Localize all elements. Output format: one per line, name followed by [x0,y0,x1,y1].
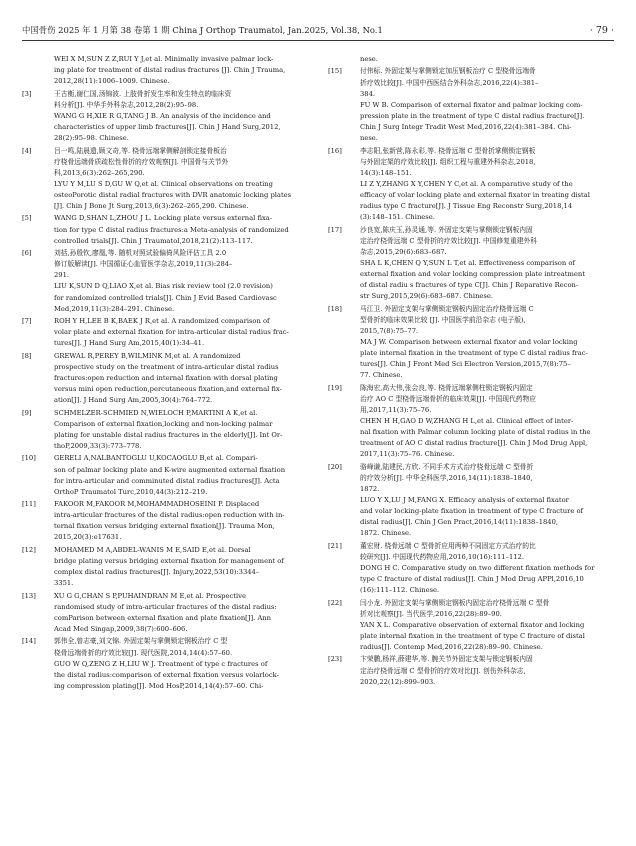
reference-line: GERELI A,NALBANTOGLU U,KOCAOGLU B,et al. Compari- [54,454,258,463]
reference-line: nese. [360,55,378,63]
reference-line: plating for unstable distal radius fractures in the elderly[J]. Int Or- [54,430,283,439]
reference-line: SCHMELZER-SCHMIED N,WIELOCH P,MARTINI A K,et al. [54,408,258,417]
reference-line: 2020,22(12):899–903. [360,677,436,686]
reference-entry [22,351,312,406]
reference-entry [22,213,312,246]
reference-line: ROH Y H,LEE B K,BAEK J R,et al. A randomized comparison of [54,317,270,326]
reference-line: type C fracture of distal radius[J]. Chin J Mod Drug APPl,2016,10 [360,575,584,584]
reference-line: ation[J]. J Hand Surg Am,2005,30(4):764–772. [54,396,213,405]
reference-text [54,89,312,144]
reference-line: 治疗 AO C 型桡骨远端骨折的临床效果[J]. 中国现代药物应 [360,394,537,403]
reference-line: prospective study on the treatment of intra-articular distal radius [54,362,279,371]
reference-line: 杂志,2015,29(6):683–687. [360,247,447,256]
reference-number: [18] [328,304,342,313]
reference-entry [328,598,618,653]
reference-line: tures[J]. J Hand Surg Am,2015,40(1):34–41. [54,339,205,348]
reference-line: SHA L K,CHEN Q Y,SUN L T,et al. Effectiveness comparison of [360,258,575,267]
reference-text [54,316,312,349]
reference-line: (16):111–112. Chinese. [360,586,440,595]
reference-line: 疗桡骨远端骨质疏松性骨折的疗效观察[J]. 中国骨与关节外 [54,157,229,166]
reference-number: [17] [328,225,342,234]
reference-line: DONG H C. Comparative study on two different fixation methods for [360,563,595,572]
reference-line: 骆峰谦,陆建民,方欣. 不同手术方式治疗桡骨远端 C 型骨折 [360,462,534,471]
reference-number: [14] [22,637,36,646]
reference-text [360,146,618,224]
reference-column-right [328,54,618,689]
reference-text [360,598,618,653]
reference-line: external fixation and volar locking compression plate intreatment [360,269,585,278]
reference-text [54,248,312,315]
reference-line: 的疗效分析[J]. 中华全科医学,2016,14(11):1838–1840, [360,473,533,482]
reference-line: MA J W. Comparison between external fixator and volar locking [360,337,578,346]
reference-line: volar plate and external fixation for intra-articular distal radius frac- [54,328,289,337]
reference-line: treatment of AO C distal radius fracture[J]. Chin J Mod Drug Appl, [360,439,588,448]
reference-text [360,654,618,687]
reference-line: (3):148–151. Chinese. [360,213,435,222]
reference-entry [328,541,618,596]
reference-text [54,146,312,213]
reference-line: str Surg,2015,29(6):683–687. Chinese. [360,292,494,301]
reference-line: 折对比观察[J]. 当代医学,2016,22(28):89–90. [360,609,502,618]
reference-entry [22,591,312,635]
reference-line: efficacy of volar locking plate and external fixator in treating distal [360,190,590,199]
reference-text [360,304,618,382]
reference-number: [22] [328,598,342,607]
reference-number: [19] [328,383,342,392]
reference-line: XU G G,CHAN S P,PUHAINDRAN M E,et al. Prospective [54,591,246,600]
reference-number: [9] [22,408,32,417]
reference-line: ing compression plating[J]. Mod HosP,2014,14(4):57–60. Chi- [54,681,264,690]
reference-line: Acad Med Singap,2009,38(7):600–606. [54,624,188,633]
reference-line: pression plate in the treatment of type C distal radius fracture[J]. [360,111,585,120]
reference-line: plate internal fixation in the treatment of type C distal radius frac- [360,349,588,357]
reference-line: intra-articular fractures of the distal radius:open reduction with in- [54,511,285,520]
reference-number: [4] [22,146,32,155]
reference-line: 2015,20(3):e17631. [54,533,122,542]
reference-line: the distal radius:comparison of external fixation versus volarlock- [54,670,279,679]
reference-line: 2012,28(11):1006–1009. Chinese. [54,77,170,86]
reference-line: 科,2013,6(3):262–265,290. [54,168,145,177]
reference-line: 修订版解读[J]. 中国循证心血管医学杂志,2019,11(3):284– [54,260,233,269]
reference-line: plate internal fixation in the treatment of type C fracture of distal [360,631,585,640]
reference-line: 14(3):148–151. [360,168,412,177]
reference-text [360,225,618,303]
reference-text [54,636,312,691]
reference-line: 闫小龙. 外固定支架与掌侧锁定钢板内固定治疗桡骨远端 C 型骨 [360,598,550,607]
reference-entry [328,383,618,461]
reference-line: controlled trials[J]. Chin J Traumatol,2018,21(2):113–117. [54,236,253,245]
reference-number: [13] [22,591,36,600]
reference-line: 李志阳,张新营,陈永彩,等. 桡骨远端 C 型骨折掌侧锁定钢板 [360,146,536,155]
reference-line: radius[J]. Contemp Med,2016,22(28):89–90. Chinese. [360,643,543,651]
reference-line: son of palmar locking plate and K-wire augmented external fixation [54,465,286,474]
reference-text [54,351,312,406]
reference-entry [22,248,312,315]
reference-line: bridge plating versus bridging external fixation for management of [54,557,284,566]
reference-line: LUO Y X,LU J M,FANG X. Efficacy analysis of external fixator [360,496,569,504]
reference-line: 吕一鸣,陆晨遗,顾文奇,等. 桡骨远端掌侧解剖锁定接骨板治 [54,146,227,155]
reference-line: of distal radiu s fractures of type C[J]. Chin J Reparative Recon- [360,281,579,290]
reference-line: 较研究[J]. 中国现代药物应用,2016,10(16):111–112. [360,552,524,561]
reference-line: 折疗效比较[J]. 中国中西医结合外科杂志,2016,22(4):381– [360,78,539,87]
reference-entry [22,545,312,589]
reference-line: GUO W Q,ZENG Z H,LIU W J. Treatment of type c fractures of [54,659,268,668]
reference-text [360,54,618,65]
reference-number: [15] [328,67,342,76]
reference-line: FAKOOR M,FAKOOR M,MOHAMMADHOSEINI P. Displaced [54,500,260,509]
reference-entry [328,66,618,144]
reference-line: CHEN H H,GAO D W,ZHANG H L,et al. Clinical effect of inter- [360,416,574,425]
reference-line: 定治疗桡骨远端 C 型骨折的疗效比较[J]. 中国修复重建外科 [360,236,537,245]
reference-line: ternal fixation versus bridging external fixation[J]. Trauma Mon, [54,522,275,531]
reference-line: 定治疗桡骨远端 C 型骨折的疗效对比[J]. 创伤外科杂志, [360,666,526,675]
reference-line: 1872. [360,484,380,493]
reference-line: 3351. [54,579,74,588]
reference-line: OrthoP Traumatol Turc,2010,44(3):212–219. [54,487,208,496]
reference-line: 2015,7(8):75–77. [360,326,419,335]
reference-number: [11] [22,500,36,509]
reference-number: [5] [22,214,32,223]
reference-number: [12] [22,545,36,554]
reference-line: comParison between external fixation and plate fixation[J]. Ann [54,613,272,622]
reference-line: Comparison of external fixation,locking and non-locking palmar [54,419,273,428]
reference-entry [328,225,618,303]
running-header [22,22,614,38]
reference-text [54,408,312,452]
journal-info: 中国骨伤 2025 年 1 月第 38 卷第 1 期 China J Orthop Traumatol, Jan.2025, Vol.38, No.1 [22,25,383,35]
reference-text [360,462,618,540]
reference-line: YAN X L. Comparative observation of external fixator and locking [360,620,585,629]
reference-line: 卞荣鹏,杨祥,薛建华,等. 腕关节外固定支架与锁定钢板内固 [360,655,533,664]
reference-line: distal radius[J]. Chin J Gen Pract,2016,14(11):1838–1840, [360,518,559,527]
reference-text [54,54,312,87]
reference-line: 沙良宽,陈庆玉,孙灵通,等. 外固定支架与掌侧锁定钢板内固 [360,225,533,234]
reference-line: for randomized controlled trials[J]. Chin J Evid Based Cardiovasc [54,293,277,302]
reference-line: tion for type C distal radius fractures:a Meta-analysis of randomized [54,225,289,234]
reference-line: characteristics of upper limb fractures[J]. Chin J Hand Surg,2012, [54,122,281,131]
reference-entry [328,654,618,687]
reference-line: 郭伟全,曾志豪,刘文锦. 外固定架与掌侧锁定钢板治疗 C 型 [54,637,228,646]
reference-line: LI Z Y,ZHANG X Y,CHEN Y C,et al. A comparative study of the [360,179,573,188]
reference-line: WANG G H,XIE R G,TANG J B. An analysis of the incidence and [54,111,271,120]
reference-line: osteoPorotic distal radial fractures with DVR anatomic locking plates [54,190,292,199]
reference-line: 291. [54,271,70,280]
reference-line: GREWAL R,PEREY B,WILMINK M,et al. A randomized [54,351,241,360]
reference-line: 77. Chinese. [360,371,403,380]
reference-entry [328,462,618,540]
reference-line: 桡骨远端骨折的疗效比较[J]. 现代医院,2014,14(4):57–60. [54,648,233,657]
reference-line: versus mini open reduction,percutaneous fixation,and external fix- [54,385,282,394]
reference-line: 刘括,孙殷钦,廖凰,等. 随机对照试验偏倚风险评估工具 2.0 [54,249,227,258]
reference-entry [22,146,312,213]
reference-number: [23] [328,655,342,664]
reference-line: and volar locking-plate fixation in treatment of type C fracture of [360,507,584,516]
reference-line: FU W B. Comparison of external fixator and palmar locking com- [360,100,583,109]
reference-line: [J]. Chin J Bone Jt Surg,2013,6(3):262–265,290. Chinese. [54,202,249,210]
reference-line: Chin J Surg Integr Tradit West Med,2016,22(4):381–384. Chi- [360,122,572,131]
page-number: · 79 · [589,24,614,36]
reference-number: [21] [328,541,342,550]
reference-line: 2017,11(3):75–76. Chinese. [360,450,455,459]
reference-number: [10] [22,454,36,463]
reference-line: 28(2):95–98. Chinese. [54,134,129,143]
reference-line: ing plate for treatment of distal radius fractures [J]. Chin J Trauma, [54,66,286,75]
reference-text [54,591,312,635]
reference-entry [22,89,312,144]
reference-entry [328,146,618,224]
reference-text [54,499,312,543]
reference-line: 料分析[J]. 中华手外科杂志,2012,28(2):95–98. [54,100,199,109]
reference-line: randomised study of intra-articular fractures of the distal radius: [54,602,277,611]
reference-line: nal fixation with Palmar column locking plate of distal radius in the [360,428,591,437]
reference-line: radius type C fracture[J]. J Tissue Eng Reconstr Surg,2018,14 [360,202,573,210]
reference-line: 马江卫. 外固定支架与掌侧锁定钢板内固定治疗桡骨远端 C [360,304,534,313]
reference-line: thoP,2009,33(3):773–778. [54,441,142,450]
reference-line: WEI X M,SUN Z Z,RUI Y J,et al. Minimally invasive palmar lock- [54,55,274,63]
reference-number: [7] [22,317,32,326]
reference-line: 王古衡,谢仁国,汤锦波. 上肢骨折发生率和发生特点的临床资 [54,89,232,98]
reference-line: MOHAMED M A,ABDEL-WANIS M E,SAID E,et al. Dorsal [54,545,251,554]
header-rule [22,40,614,41]
reference-line: 付伟标. 外固定架与掌侧锁定加压钢板治疗 C 型桡骨远端骨 [360,67,536,76]
reference-text [360,541,618,596]
reference-line: 1872. Chinese. [360,529,412,538]
reference-line: 384. [360,89,376,98]
reference-entry [22,54,312,87]
reference-line: LYU Y M,LU S D,GU W Q,et al. Clinical observations on treating [54,179,273,188]
reference-entry [22,453,312,497]
reference-column-left [22,54,312,693]
reference-text [360,383,618,461]
reference-line: LIU K,SUN D Q,LIAO X,et al. Bias risk review tool (2.0 revision) [54,282,273,291]
reference-line: WANG D,SHAN L,ZHOU J L. Locking plate versus external fixa- [54,214,273,223]
reference-line: 董宏财. 桡骨远端 C 型骨折应用两种不同固定方式治疗的比 [360,541,536,550]
reference-line: complex distal radius fractures[J]. Injury,2022,53(10):3344– [54,568,260,577]
reference-text [360,66,618,144]
reference-number: [6] [22,249,32,258]
reference-entry [328,304,618,382]
reference-entry [22,499,312,543]
reference-line: Med,2019,11(3):284–291. Chinese. [54,304,175,313]
reference-line: 陈海宏,高大伟,张会良,等. 桡骨远端掌侧柱锁定钢板内固定 [360,383,533,392]
reference-entry [328,54,618,65]
reference-line: 型骨折的临床效果比较 [J]. 中国医学前沿杂志 (电子版), [360,315,526,324]
reference-number: [3] [22,89,32,98]
reference-line: nese. [360,134,378,143]
reference-entry [22,316,312,349]
reference-entry [22,636,312,691]
reference-number: [20] [328,462,342,471]
reference-number: [16] [328,146,342,155]
reference-entry [22,408,312,452]
reference-line: for intra-articular and comminuted distal radius fractures[J]. Acta [54,476,280,485]
reference-line: fractures:open reduction and internal fixation with dorsal plating [54,373,278,382]
reference-line: tures[J]. Chin J Front Med Sci Electron Version,2015,7(8):75– [360,360,571,369]
reference-line: 用,2017,11(3):75–76. [360,405,432,414]
reference-text [54,453,312,497]
reference-text [54,213,312,246]
reference-text [54,545,312,589]
reference-number: [8] [22,351,32,360]
reference-line: 与外固定架的疗效比较[J]. 组织工程与重建外科杂志,2018, [360,157,536,166]
